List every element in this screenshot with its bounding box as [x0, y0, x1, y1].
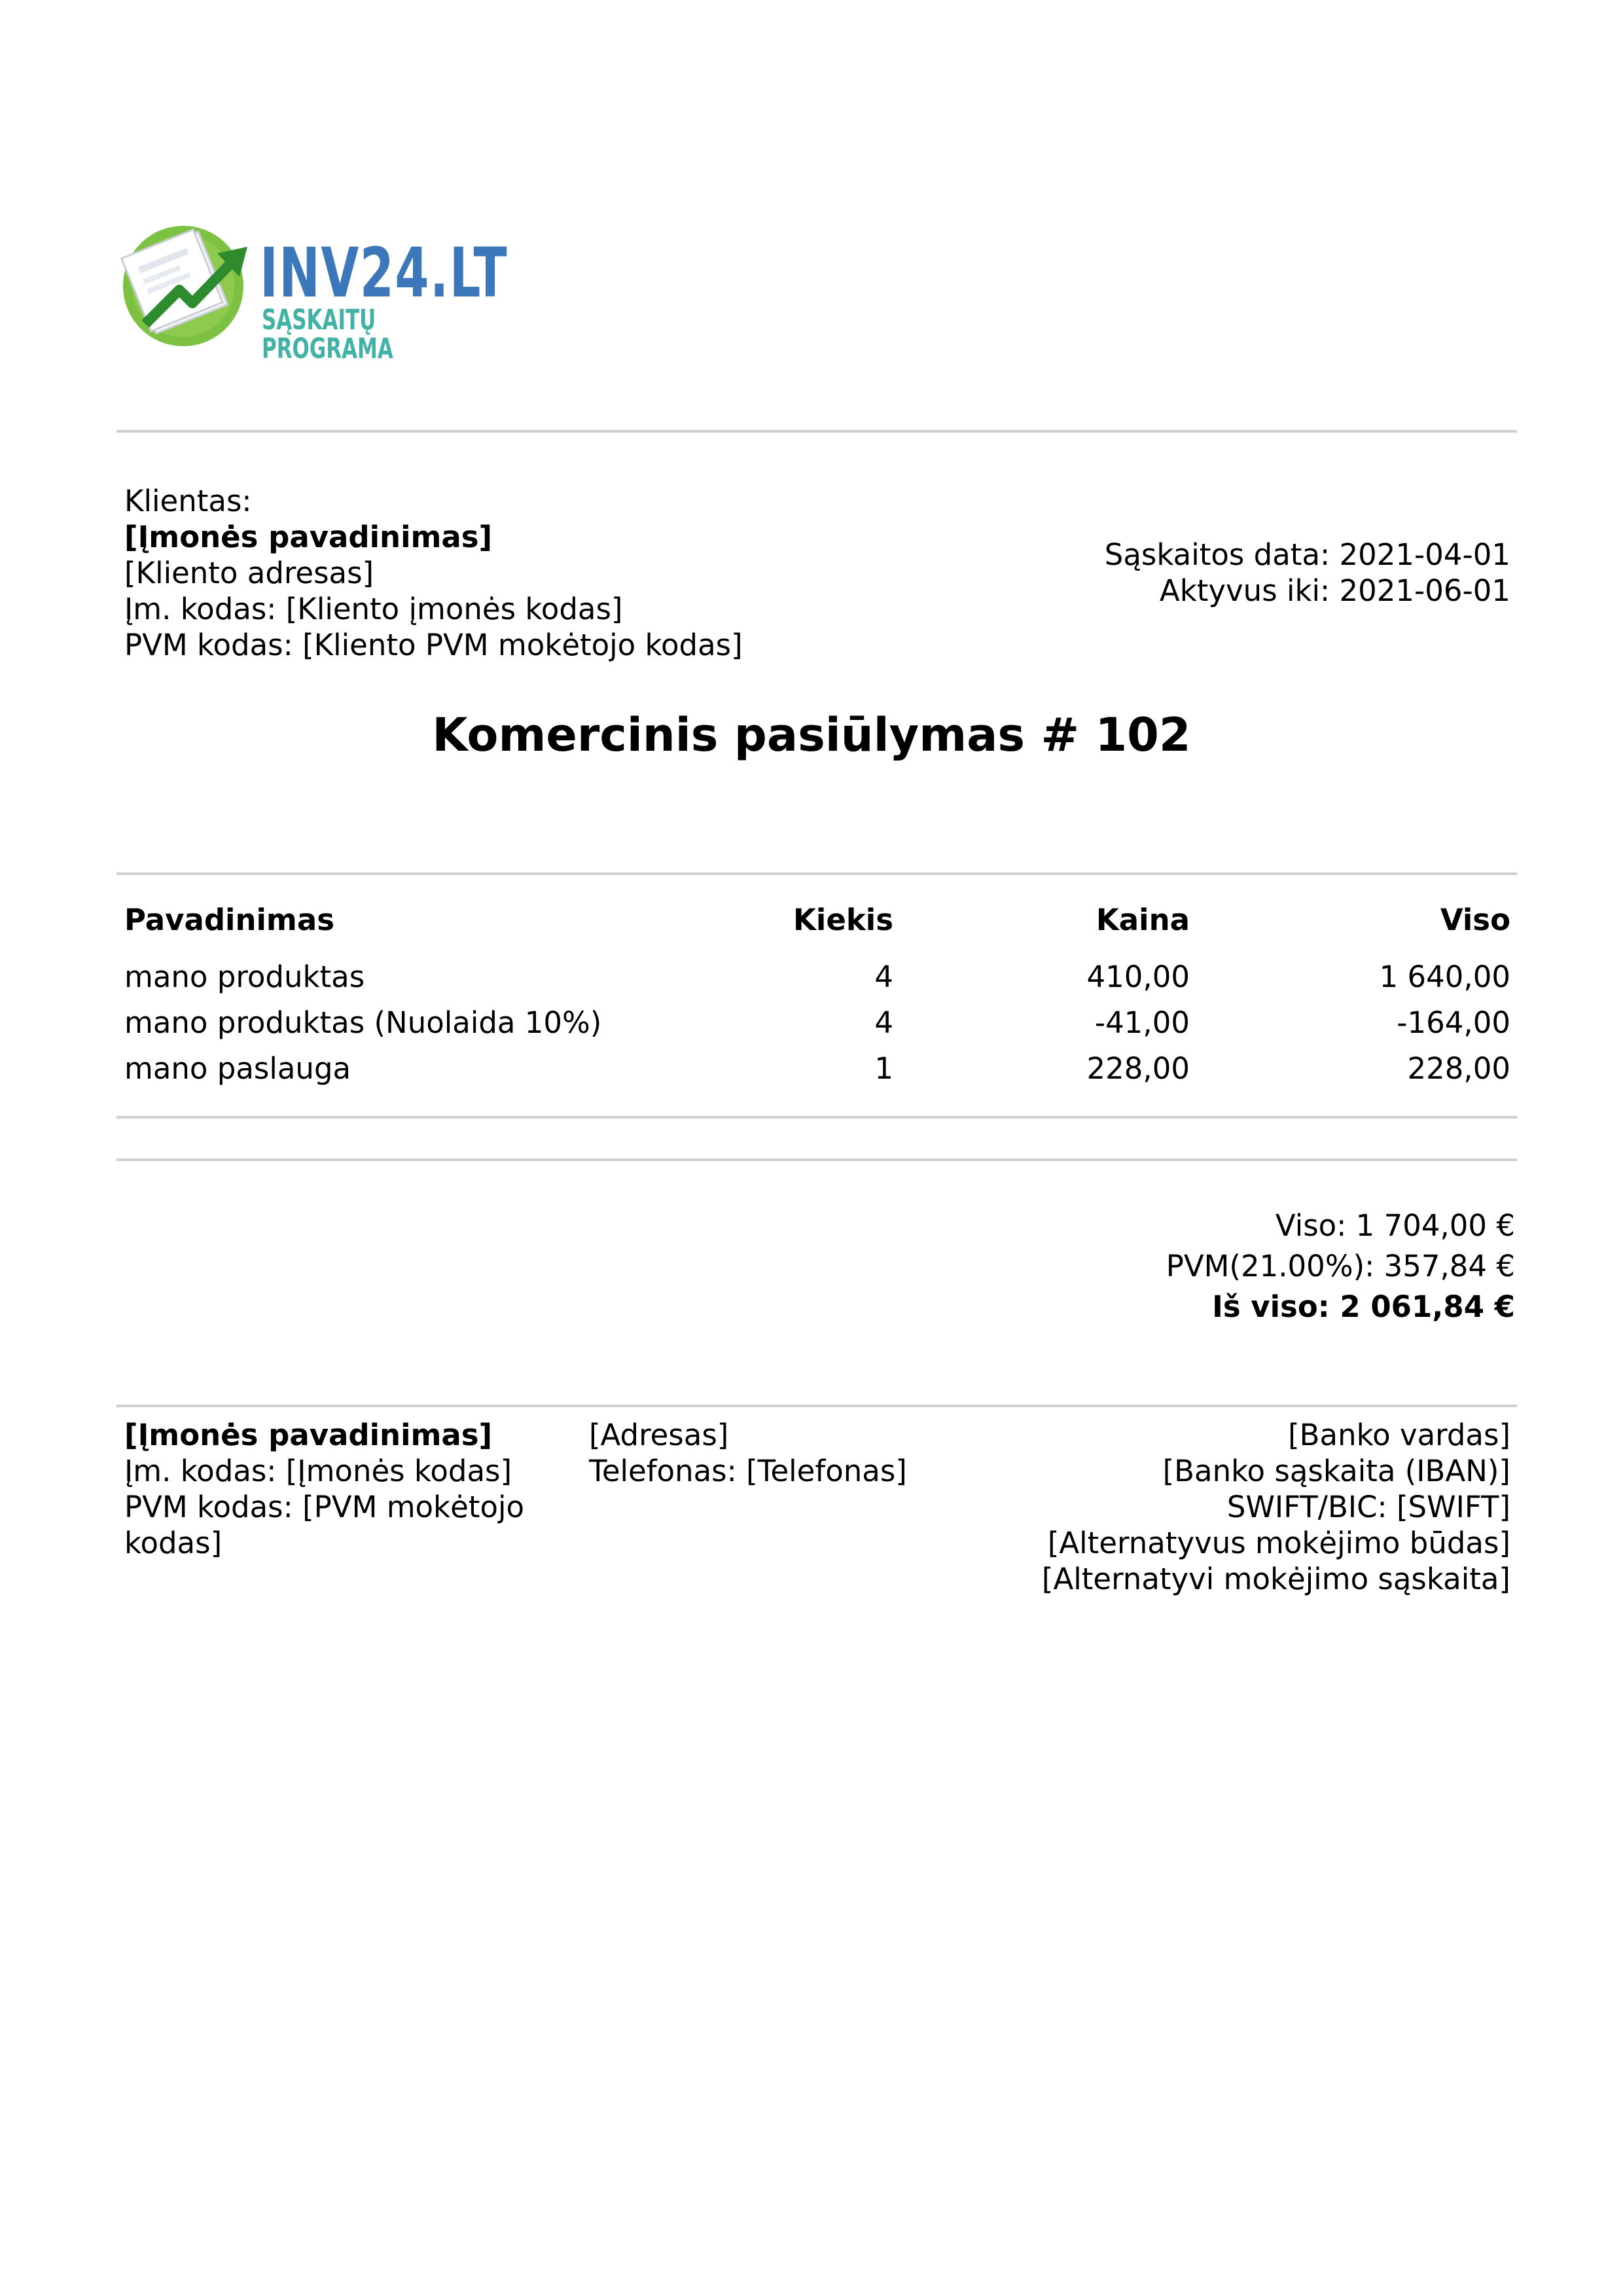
row-total: -164,00 — [1397, 1005, 1510, 1040]
footer-alt-payment-method: [Alternatyvus mokėjimo būdas] — [1047, 1526, 1510, 1560]
footer-vat-code-cont: kodas] — [124, 1526, 223, 1560]
logo-name: INV24.LT — [260, 233, 508, 313]
footer-company-name: [Įmonės pavadinimas] — [124, 1418, 493, 1452]
client-label: Klientas: — [124, 484, 252, 518]
divider-table-bottom — [116, 1116, 1517, 1119]
row-qty: 1 — [874, 1051, 893, 1086]
row-qty: 4 — [874, 1005, 893, 1040]
header-name: Pavadinimas — [124, 903, 334, 937]
footer-vat-code: PVM kodas: [PVM mokėtojo — [124, 1490, 525, 1524]
row-qty: 4 — [874, 960, 893, 994]
document-title: Komercinis pasiūlymas # 102 — [432, 708, 1191, 762]
footer-phone: Telefonas: [Telefonas] — [589, 1454, 907, 1488]
footer-alt-payment-account: [Alternatyvi mokėjimo sąskaita] — [1041, 1562, 1510, 1596]
client-address: [Kliento adresas] — [124, 556, 374, 590]
grand-total: Iš viso: 2 061,84 € — [1212, 1289, 1515, 1324]
row-price: -41,00 — [1094, 1005, 1190, 1040]
client-company-name: [Įmonės pavadinimas] — [124, 520, 493, 554]
footer-bank-name: [Banko vardas] — [1288, 1418, 1510, 1452]
row-total: 1 640,00 — [1379, 960, 1510, 994]
header-total: Viso — [1440, 903, 1510, 937]
header-qty: Kiekis — [793, 903, 893, 937]
valid-until: Aktyvus iki: 2021-06-01 — [1159, 573, 1510, 608]
row-price: 228,00 — [1086, 1051, 1190, 1086]
dates-block — [1105, 537, 1510, 609]
logo-icon — [119, 213, 253, 347]
divider-top — [116, 430, 1517, 433]
footer-company-code: Įm. kodas: [Įmonės kodas] — [124, 1454, 512, 1488]
row-name: mano produktas — [124, 960, 365, 994]
divider-totals-top — [116, 1158, 1517, 1161]
subtotal: Viso: 1 704,00 € — [1275, 1208, 1515, 1243]
logo — [119, 213, 508, 365]
vat-amount: PVM(21.00%): 357,84 € — [1166, 1249, 1515, 1283]
row-price: 410,00 — [1086, 960, 1190, 994]
invoice-date: Sąskaitos data: 2021-04-01 — [1104, 537, 1510, 572]
client-company-code: Įm. kodas: [Kliento įmonės kodas] — [124, 592, 623, 626]
client-block — [124, 483, 743, 663]
row-total: 228,00 — [1407, 1051, 1510, 1086]
footer-company-block — [124, 1417, 524, 1561]
row-name: mano produktas (Nuolaida 10%) — [124, 1005, 602, 1040]
footer-bank-block — [1042, 1417, 1510, 1597]
footer-bank-account: [Banko sąskaita (IBAN)] — [1162, 1454, 1510, 1488]
logo-tagline: SĄSKAITŲ PROGRAMA — [262, 304, 393, 365]
footer-contact-block — [589, 1417, 907, 1489]
totals-block — [1166, 1206, 1515, 1327]
row-name: mano paslauga — [124, 1051, 351, 1086]
client-vat-code: PVM kodas: [Kliento PVM mokėtojo kodas] — [124, 628, 743, 662]
header-price: Kaina — [1096, 903, 1190, 937]
divider-footer — [116, 1405, 1517, 1407]
footer-swift: SWIFT/BIC: [SWIFT] — [1226, 1490, 1510, 1524]
divider-table-top — [116, 872, 1517, 875]
footer-address: [Adresas] — [589, 1418, 729, 1452]
